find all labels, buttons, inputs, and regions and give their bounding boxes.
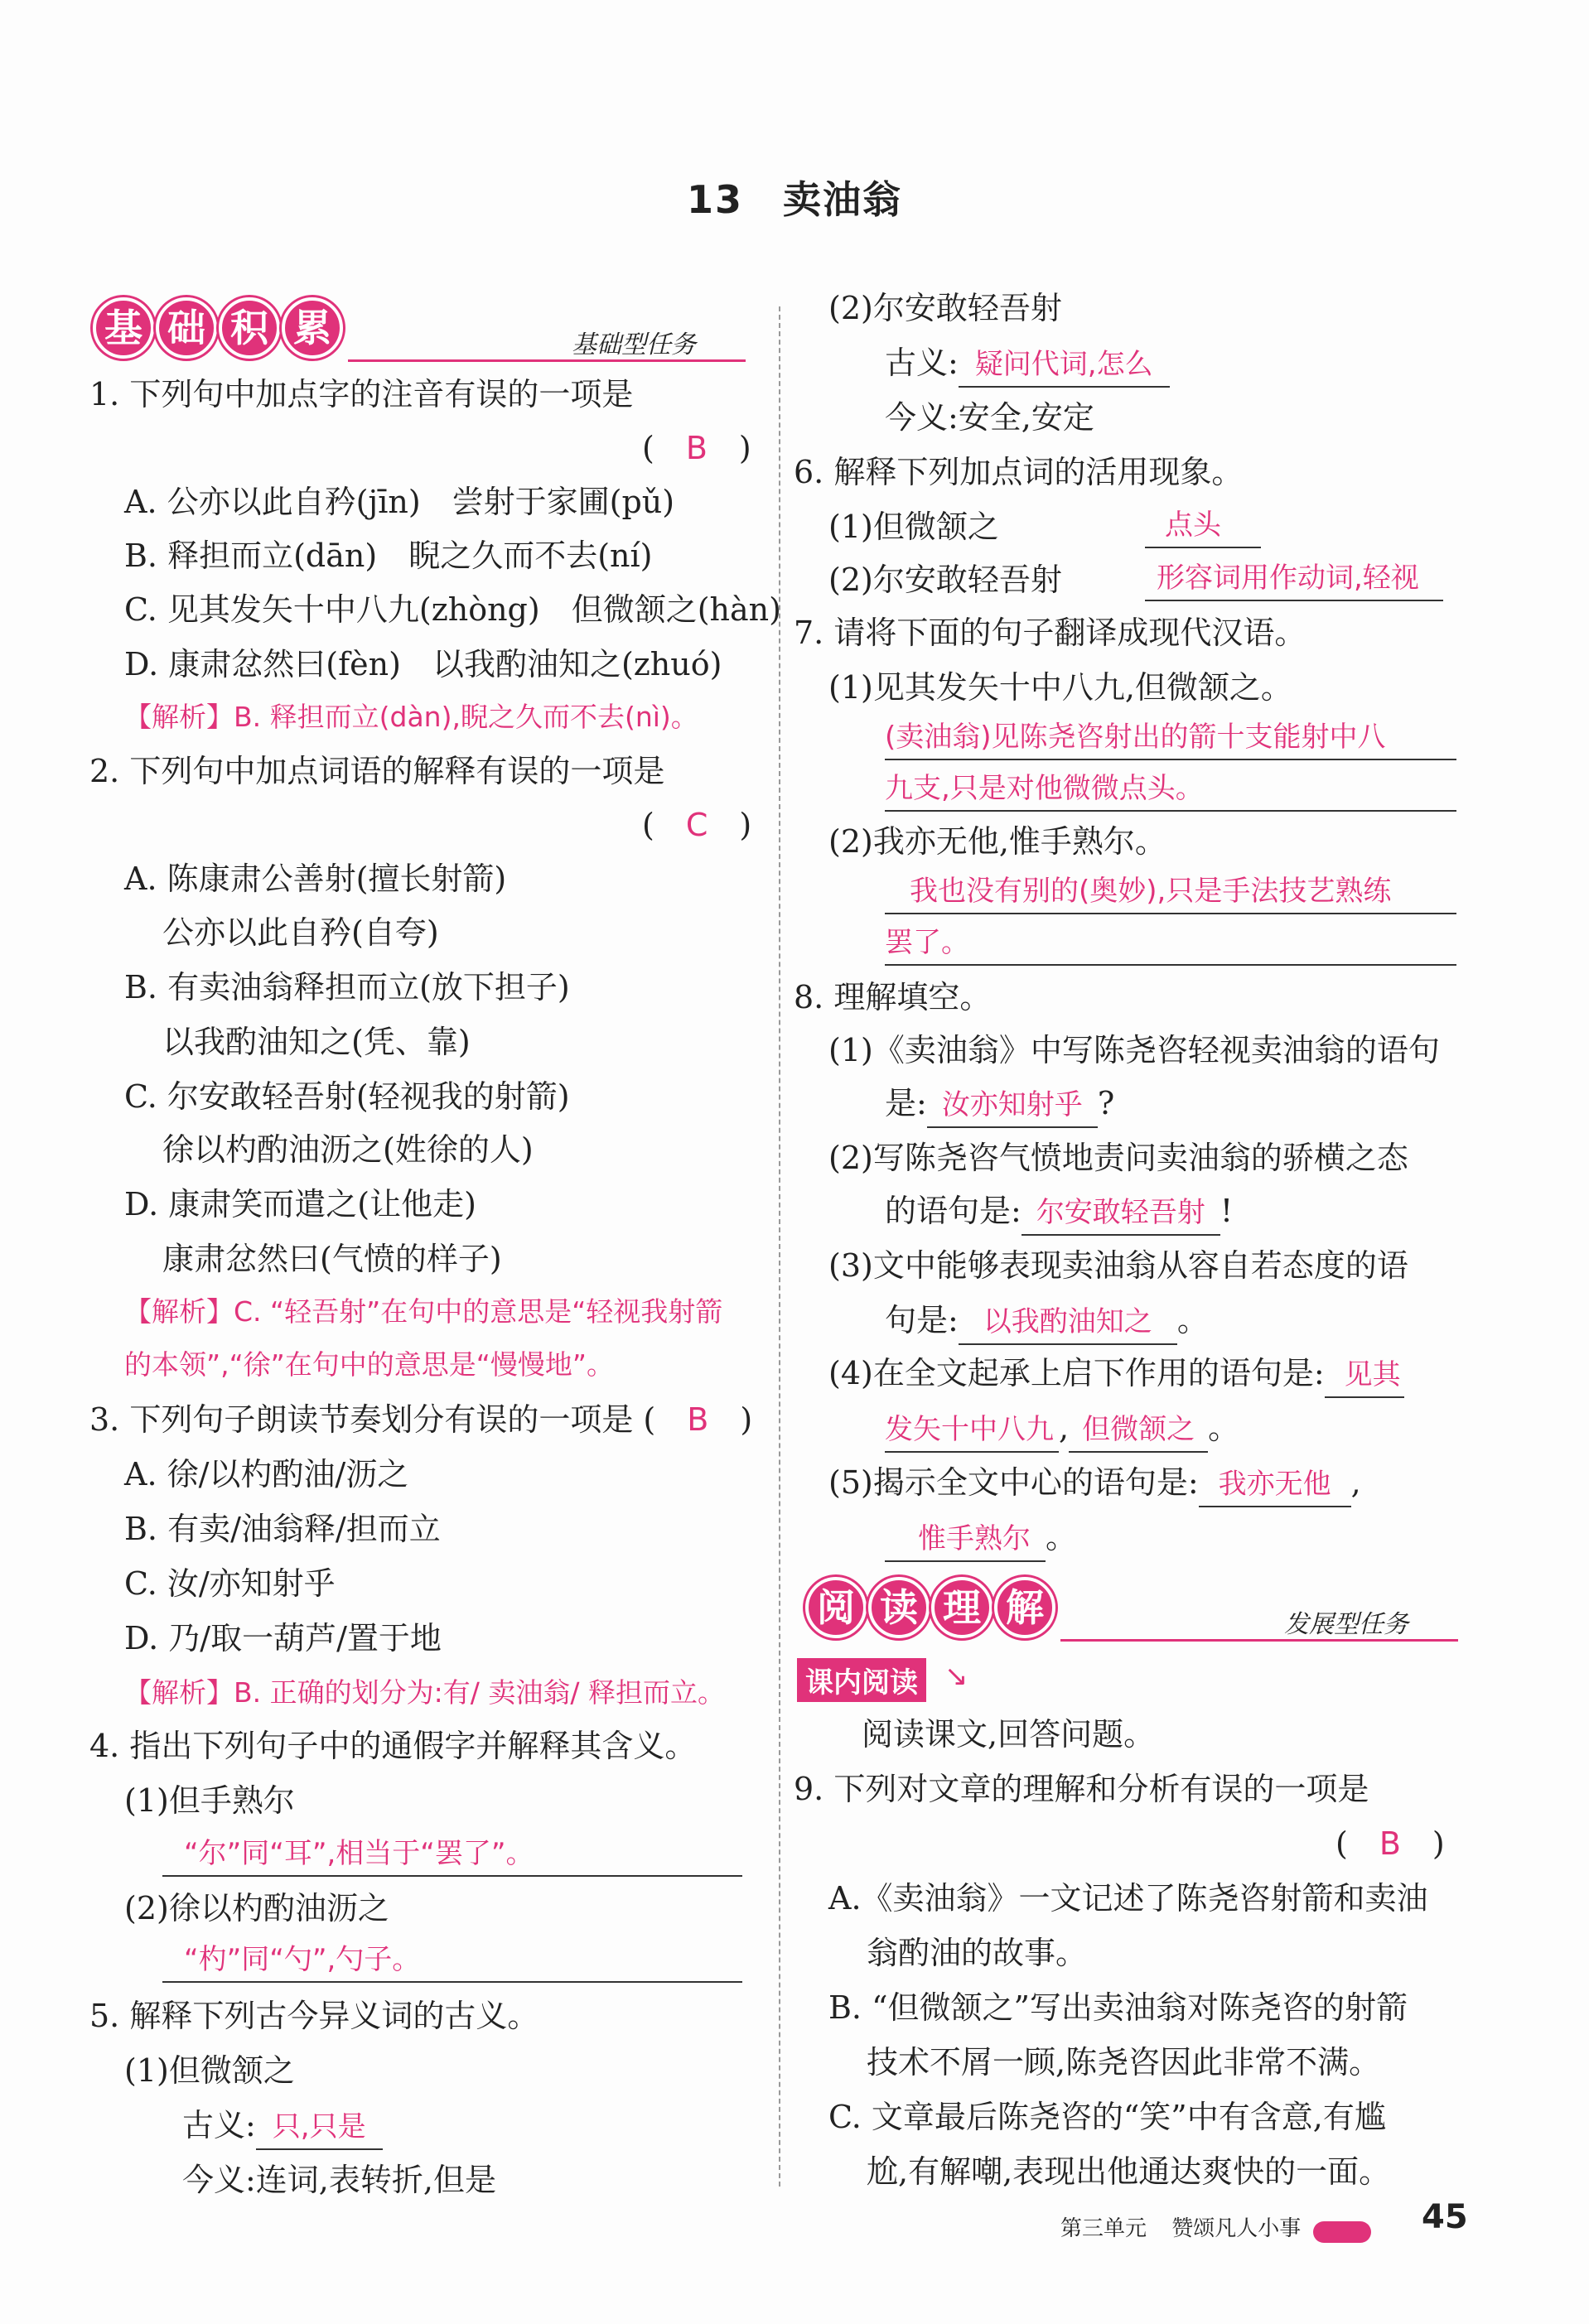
badge-arrow-icon: ↘ xyxy=(944,1660,968,1693)
q2-option-a1: A. 陈康肃公善射(擅长射箭) xyxy=(124,861,507,897)
footer-logo-icon xyxy=(1313,2221,1371,2243)
q7-answer1b xyxy=(885,767,1456,812)
q5-sub1: (1)但微颔之 xyxy=(124,2052,295,2089)
q2-option-b2: 以我酌油知之(凭、靠) xyxy=(162,1024,471,1060)
q5-gu2-answer: 疑问代词,怎么 xyxy=(959,343,1170,388)
q8-sub5a-text: (5)揭示全文中心的语句是: xyxy=(828,1464,1199,1501)
q6-stem: 6. 解释下列加点词的活用现象。 xyxy=(794,454,1244,490)
q8-sub2a: (2)写陈尧咨气愤地责问卖油翁的骄横之态 xyxy=(828,1140,1408,1176)
q8-sub5-end: 。 xyxy=(1046,1519,1078,1555)
banner2-char: 理 xyxy=(931,1577,993,1638)
q8-sub1a: (1)《卖油翁》中写陈尧咨轻视卖油翁的语句 xyxy=(828,1032,1440,1068)
q8-answer5b: 惟手熟尔 xyxy=(885,1517,1046,1562)
banner2-chars xyxy=(805,1577,1055,1638)
q1-option-b: B. 释担而立(dān) 睨之久而不去(ní) xyxy=(124,538,653,574)
banner-char: 累 xyxy=(282,297,343,359)
q4-sub2: (2)徐以杓酌油沥之 xyxy=(124,1890,389,1926)
q7-stem: 7. 请将下面的句子翻译成现代汉语。 xyxy=(794,615,1306,651)
q8-answer4a: 见其 xyxy=(1325,1353,1404,1398)
q4-sub1: (1)但手熟尔 xyxy=(124,1782,295,1819)
q2-stem: 2. 下列句中加点词语的解释有误的一项是 xyxy=(89,753,665,789)
q8-sub5b xyxy=(885,1516,1077,1562)
q6-sub1: (1)但微颔之 xyxy=(828,509,999,545)
q6-sub2: (2)尔安敢轻吾射 xyxy=(828,562,1062,598)
q8-sub1b xyxy=(885,1082,1114,1128)
q3-option-b: B. 有卖/油翁释/担而立 xyxy=(124,1511,441,1547)
q4-answer1-text: “尔”同“耳”,相当于“罢了”。 xyxy=(184,1837,534,1870)
q3-option-c: C. 汝/亦知射乎 xyxy=(124,1565,336,1602)
q9-option-b2: 技术不屑一顾,陈尧咨因此非常不满。 xyxy=(867,2044,1381,2081)
q8-stem: 8. 理解填空。 xyxy=(794,979,992,1015)
q2-option-d1: D. 康肃笑而遣之(让他走) xyxy=(124,1186,476,1222)
q2-answer: C xyxy=(685,807,708,843)
banner2-tag: 发展型任务 xyxy=(1284,1610,1408,1639)
q8-answer1: 汝亦知射乎 xyxy=(927,1083,1098,1128)
q1-stem: 1. 下列句中加点字的注音有误的一项是 xyxy=(89,376,634,412)
banner-rule xyxy=(348,359,746,362)
q5-gu-label-2: 古义: xyxy=(885,345,959,381)
q7-sub1: (1)见其发矢十中八九,但微颔之。 xyxy=(828,669,1292,706)
banner-char: 础 xyxy=(156,297,217,359)
q1-analysis: 【解析】B. 释担而立(dàn),睨之久而不去(nì)。 xyxy=(124,701,698,733)
banner2-char: 读 xyxy=(868,1577,930,1638)
q8-sub5-mid: , xyxy=(1350,1464,1361,1501)
q2-analysis-2: 的本领”,“徐”在句中的意思是“慢慢地”。 xyxy=(124,1348,614,1381)
q2-option-c2: 徐以杓酌油沥之(姓徐的人) xyxy=(162,1131,534,1168)
q8-sub2-end: ! xyxy=(1220,1193,1234,1229)
banner2-char: 解 xyxy=(994,1577,1055,1638)
q8-sub1b-text: 是: xyxy=(885,1085,927,1121)
q2-option-d2: 康肃忿然曰(气愤的样子) xyxy=(162,1241,502,1277)
banner2-rule xyxy=(1060,1639,1458,1642)
q9-answer: B xyxy=(1379,1825,1401,1862)
q5-jin2: 今义:安全,安定 xyxy=(885,399,1094,436)
q8-sub2b xyxy=(885,1189,1233,1236)
q7-answer2a xyxy=(885,870,1456,914)
q2-answer-paren: ( C ) xyxy=(642,807,752,843)
q8-sub4a-text: (4)在全文起承上启下作用的语句是: xyxy=(828,1355,1325,1391)
q4-answer2-text: “杓”同“勺”,勺子。 xyxy=(184,1943,421,1976)
page-title: 13 卖油翁 xyxy=(686,177,902,222)
q8-sub3-end: 。 xyxy=(1176,1302,1209,1338)
q3-stem: 3. 下列句子朗读节奏划分有误的一项是 ( B ) xyxy=(89,1401,753,1438)
q8-sub3a: (3)文中能够表现卖油翁从容自若态度的语 xyxy=(828,1247,1408,1284)
q8-sub4-end: 。 xyxy=(1208,1410,1240,1446)
q8-sub3b-text: 句是: xyxy=(885,1302,959,1338)
section-banner-reading xyxy=(795,1574,1458,1642)
page-number: 45 xyxy=(1422,2198,1468,2236)
q8-sub4-mid: , xyxy=(1059,1410,1070,1446)
reading-intro: 阅读课文,回答问题。 xyxy=(862,1716,1156,1753)
q3-option-d: D. 乃/取一葫芦/置于地 xyxy=(124,1620,442,1656)
q9-answer-paren: ( B ) xyxy=(1335,1825,1445,1862)
q8-sub5a xyxy=(828,1461,1361,1507)
sub-section-badge: 课内阅读 xyxy=(797,1658,926,1702)
banner2-char: 阅 xyxy=(805,1577,867,1638)
q1-option-c: C. 见其发矢十中八九(zhòng) 但微颔之(hàn) xyxy=(124,591,781,628)
section-banner-basic xyxy=(83,294,746,362)
column-divider xyxy=(779,306,780,2187)
q1-option-a: A. 公亦以此自矜(jīn) 尝射于家圃(pǔ) xyxy=(124,484,675,520)
q8-answer5a: 我亦无他 xyxy=(1199,1463,1351,1507)
q2-option-b1: B. 有卖油翁释担而立(放下担子) xyxy=(124,969,570,1005)
q5-gu2-row xyxy=(885,341,1170,388)
q1-answer: B xyxy=(685,430,708,466)
banner-chars xyxy=(93,297,343,359)
q7-answer2b xyxy=(885,921,1456,966)
q6-answer2-text: 形容词用作动词,轻视 xyxy=(1157,562,1419,595)
q3-analysis: 【解析】B. 正确的划分为:有/ 卖油翁/ 释担而立。 xyxy=(124,1676,725,1709)
banner-char: 积 xyxy=(219,297,280,359)
q1-answer-paren: ( B ) xyxy=(642,430,751,466)
q4-answer2 xyxy=(162,1938,742,1983)
q7-answer1b-text: 九支,只是对他微微点头。 xyxy=(885,772,1204,805)
q7-answer2b-text: 罢了。 xyxy=(885,926,969,959)
q3-answer: B xyxy=(687,1401,709,1438)
q8-sub4a xyxy=(828,1352,1404,1398)
q7-answer2a-text: 我也没有别的(奥妙),只是手法技艺熟练 xyxy=(910,875,1392,908)
q6-answer1 xyxy=(1145,504,1261,548)
q5-gu1-row xyxy=(182,2104,383,2150)
footer-unit: 第三单元 xyxy=(1060,2216,1147,2241)
q9-option-a2: 翁酌油的故事。 xyxy=(867,1935,1088,1971)
q6-answer1-text: 点头 xyxy=(1165,509,1221,542)
q5-gu1-answer: 只,只是 xyxy=(256,2105,383,2150)
q9-option-c2: 尬,有解嘲,表现出他通达爽快的一面。 xyxy=(867,2153,1391,2190)
q9-stem: 9. 下列对文章的理解和分析有误的一项是 xyxy=(794,1771,1369,1807)
q5-sub2: (2)尔安敢轻吾射 xyxy=(828,290,1062,326)
q7-answer1a xyxy=(885,716,1456,760)
footer-theme: 赞颂凡人小事 xyxy=(1171,2216,1302,2241)
q2-option-a2: 公亦以此自矜(自夸) xyxy=(162,914,439,951)
q8-sub3b xyxy=(885,1299,1209,1345)
q1-option-d: D. 康肃忿然曰(fèn) 以我酌油知之(zhuó) xyxy=(124,646,722,682)
q2-analysis-1: 【解析】C. “轻吾射”在句中的意思是“轻视我射箭 xyxy=(124,1295,723,1328)
q3-option-a: A. 徐/以杓酌油/沥之 xyxy=(124,1456,409,1492)
q5-jin1: 今义:连词,表转折,但是 xyxy=(182,2162,496,2198)
q9-option-a1: A.《卖油翁》一文记述了陈尧咨射箭和卖油 xyxy=(828,1880,1428,1917)
q8-answer3: 以我酌油知之 xyxy=(959,1300,1177,1345)
banner-char: 基 xyxy=(93,297,154,359)
q8-sub2b-text: 的语句是: xyxy=(885,1193,1022,1229)
page-footer xyxy=(1060,2211,1371,2243)
q2-option-c1: C. 尔安敢轻吾射(轻视我的射箭) xyxy=(124,1078,570,1115)
q4-stem: 4. 指出下列句子中的通假字并解释其含义。 xyxy=(89,1728,697,1764)
q4-answer1 xyxy=(162,1832,742,1877)
q6-answer2 xyxy=(1145,557,1443,601)
q9-option-b1: B. “但微颔之”写出卖油翁对陈尧咨的射箭 xyxy=(828,1989,1408,2026)
q5-gu-label: 古义: xyxy=(182,2107,256,2143)
q8-answer2: 尔安敢轻吾射 xyxy=(1022,1191,1220,1236)
q7-answer1a-text: (卖油翁)见陈尧咨射出的箭十支能射中八 xyxy=(885,721,1386,754)
q8-answer4c: 但微颔之 xyxy=(1069,1408,1208,1453)
q5-stem: 5. 解释下列古今异义词的古义。 xyxy=(89,1998,539,2034)
q8-sub1-end: ? xyxy=(1097,1085,1115,1121)
q3-stem-text: 3. 下列句子朗读节奏划分有误的一项是 xyxy=(89,1401,634,1438)
q8-answer4b: 发矢十中八九 xyxy=(885,1408,1059,1453)
q8-sub4b xyxy=(885,1406,1239,1453)
q9-option-c1: C. 文章最后陈尧咨的“笑”中有含意,有尴 xyxy=(828,2099,1386,2135)
banner-tag: 基础型任务 xyxy=(572,330,696,359)
q7-sub2: (2)我亦无他,惟手熟尔。 xyxy=(828,823,1166,860)
